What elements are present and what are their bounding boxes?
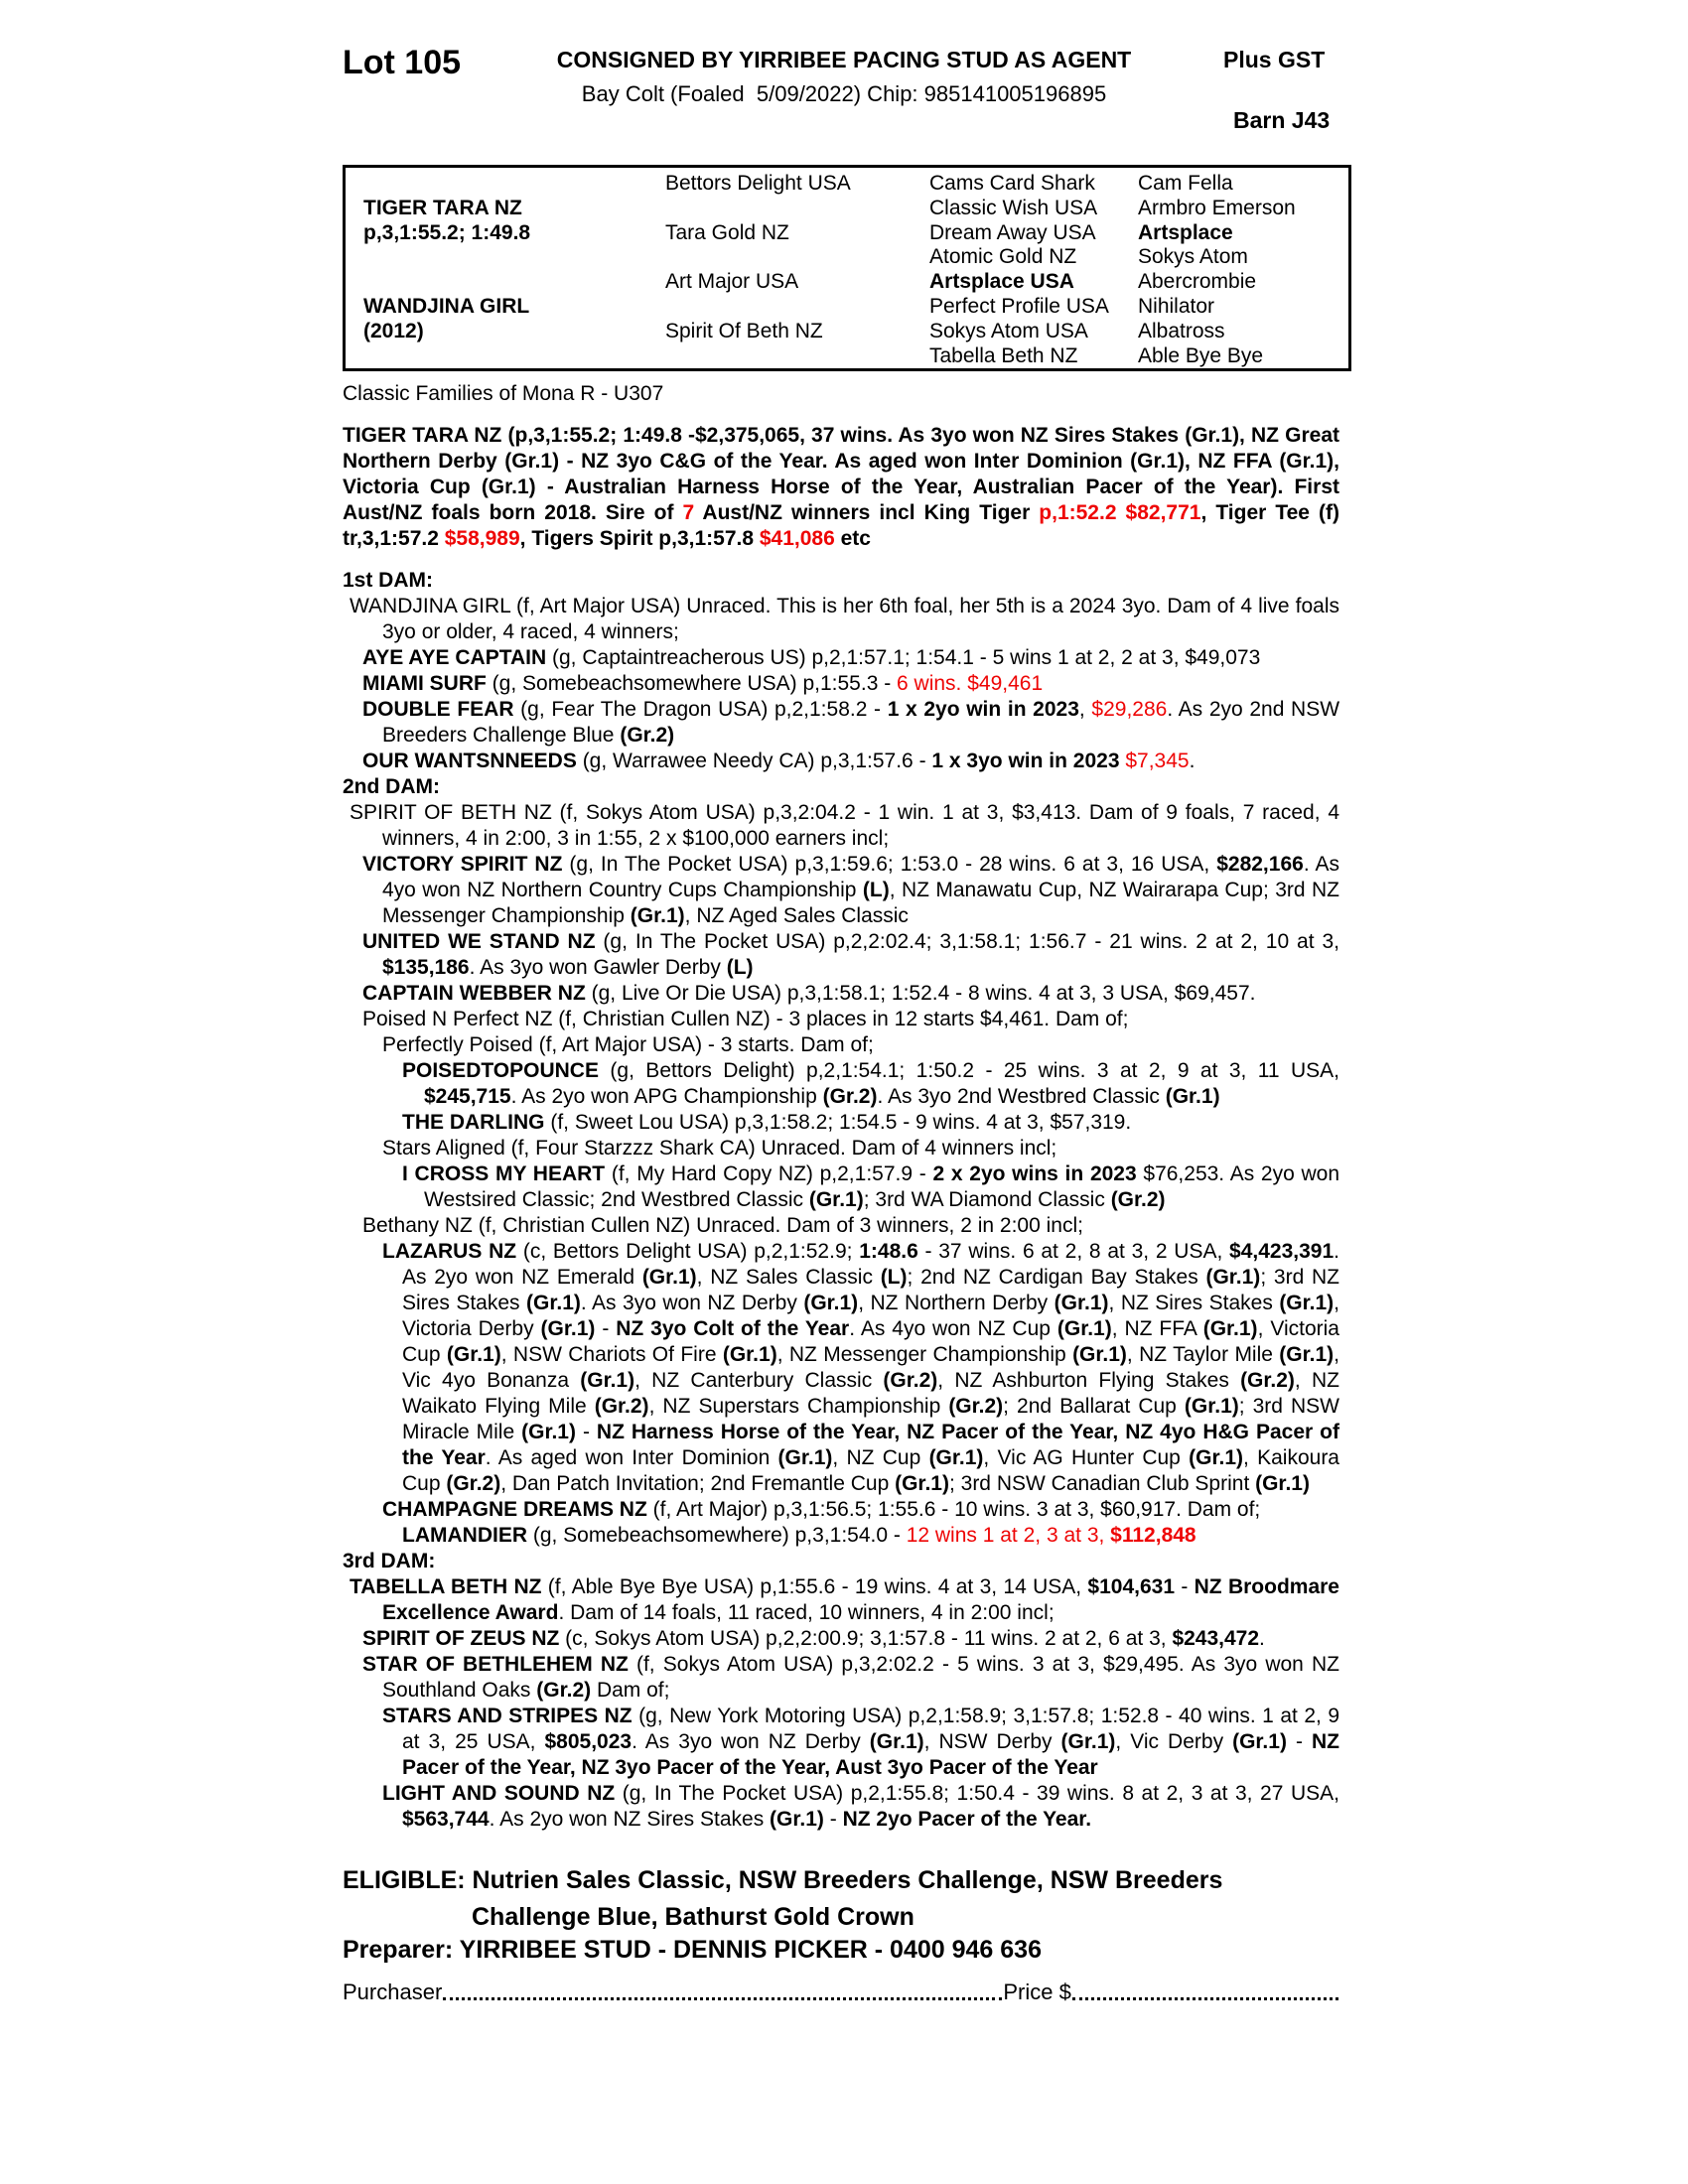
pedigree-paragraph: OUR WANTSNNEEDS (g, Warrawee Needy CA) p,3,1:57.6 - 1 x 3yo win in 2023 $7,345. <box>362 750 1196 772</box>
pedigree-paragraph: UNITED WE STAND NZ (g, In The Pocket USA) p,2,2:02.4; 3,1:58.1; 1:56.7 - 21 wins. 2 at 2, 10 at 3, $135,186. As 3yo won Gawler Derby (L) <box>362 930 1339 979</box>
purchaser-price-line <box>343 1979 1339 2005</box>
pedigree-paragraph: LIGHT AND SOUND NZ (g, In The Pocket USA) p,2,1:55.8; 1:50.4 - 39 wins. 8 at 2, 3 at 3, 27 USA, $563,744. As 2yo won NZ Sires Stakes (Gr.1) - NZ 2yo Pacer of the Year. <box>382 1782 1339 1831</box>
eligibility-block <box>343 1862 1345 1936</box>
plus-gst-label: Plus GST <box>1223 47 1326 72</box>
gen3-ancestor: Cams Card Shark <box>929 172 1095 195</box>
sire-name: TIGER TARA NZ <box>363 196 522 219</box>
lot-number: Lot 105 <box>343 44 462 81</box>
purchaser-label: Purchaser <box>343 1979 443 2004</box>
pedigree-paragraph: AYE AYE CAPTAIN (g, Captaintreacherous US) p,2,1:57.1; 1:54.1 - 5 wins 1 at 2, 2 at 3, $49,073 <box>362 646 1261 669</box>
gen3-ancestor: Artsplace USA <box>929 270 1074 294</box>
pedigree-paragraph: THE DARLING (f, Sweet Lou USA) p,3,1:58.2; 1:54.5 - 9 wins. 4 at 3, $57,319. <box>402 1111 1132 1134</box>
gen2-ancestor: Spirit Of Beth NZ <box>665 319 823 342</box>
pedigree-paragraph: Classic Families of Mona R - U307 <box>343 382 664 405</box>
pedigree-paragraph: 1st DAM: <box>343 569 434 592</box>
gen4-ancestor: Able Bye Bye <box>1138 343 1264 367</box>
gen4-ancestor: Sokys Atom <box>1138 245 1248 269</box>
gen3-ancestor: Classic Wish USA <box>929 196 1098 219</box>
pedigree-paragraph: STARS AND STRIPES NZ (g, New York Motoring USA) p,2,1:58.9; 3,1:57.8; 1:52.8 - 40 wins. 1 at 2, 9 at 3, 25 USA, $805,023. As 3yo won NZ Derby (Gr.1), NSW Derby (Gr.1), Vic Derby (Gr.1) - NZ Pacer of the Year, NZ 3yo Pacer of the Year, Aust 3yo Pacer of the Year <box>382 1705 1340 1779</box>
pedigree-paragraph: LAZARUS NZ (c, Bettors Delight USA) p,2,1:52.9; 1:48.6 - 37 wins. 6 at 2, 8 at 3, 2 USA, $4,423,391. As 2yo won NZ Emerald (Gr.1), NZ Sales Classic (L); 2nd NZ Cardigan Bay Stakes (Gr.1); 3rd NZ Sires Stakes (Gr.1). As 3yo won NZ Derby (Gr.1), NZ Northern Derby (Gr.1), NZ Sires Stakes (Gr.1), Victoria Derby (Gr.1) - NZ 3yo Colt of the Year. As 4yo won NZ Cup (Gr.1), NZ FFA (Gr.1), Victoria Cup (Gr.1), NSW Chariots Of Fire (Gr.1), NZ Messenger Championship (Gr.1), NZ Taylor Mile (Gr.1), Vic 4yo Bonanza (Gr.1), NZ Canterbury Classic (Gr.2), NZ Ashburton Flying Stakes (Gr.2), NZ Waikato Flying Mile (Gr.2), NZ Superstars Championship (Gr.2); 2nd Ballarat Cup (Gr.1); 3rd NSW Miracle Mile (Gr.1) - NZ Harness Horse of the Year, NZ Pacer of the Year, NZ 4yo H&G Pacer of the Year. As aged won Inter Dominion (Gr.1), NZ Cup (Gr.1), Vic AG Hunter Cup (Gr.1), Kaikoura Cup (Gr.2), Dan Patch Invitation; 2nd Fremantle Cup (Gr.1); 3rd NSW Canadian Club Sprint (Gr.1) <box>382 1240 1340 1495</box>
barn-label: Barn J43 <box>1233 107 1331 133</box>
consignor-line: CONSIGNED BY YIRRIBEE PACING STUD AS AGENT <box>556 47 1132 72</box>
gen4-ancestor: Cam Fella <box>1138 172 1233 195</box>
horse-description: Bay Colt (Foaled 5/09/2022) Chip: 985141005196895 <box>581 81 1107 106</box>
pedigree-paragraph: LAMANDIER (g, Somebeachsomewhere) p,3,1:54.0 - 12 wins 1 at 2, 3 at 3, $112,848 <box>402 1524 1196 1547</box>
gen2-ancestor: Bettors Delight USA <box>665 172 851 195</box>
pedigree-paragraph: DOUBLE FEAR (g, Fear The Dragon USA) p,2,1:58.2 - 1 x 2yo win in 2023, $29,286. As 2yo 2nd NSW Breeders Challenge Blue (Gr.2) <box>362 698 1340 747</box>
pedigree-paragraph: CAPTAIN WEBBER NZ (g, Live Or Die USA) p,3,1:58.1; 1:52.4 - 8 wins. 4 at 3, 3 USA, $69,457. <box>362 982 1256 1005</box>
pedigree-paragraph: STAR OF BETHLEHEM NZ (f, Sokys Atom USA) p,3,2:02.2 - 5 wins. 3 at 3, $29,495. As 3yo won NZ Southland Oaks (Gr.2) Dam of; <box>362 1653 1339 1702</box>
price-label: Price $ <box>1003 1979 1071 2004</box>
dam-block <box>363 295 529 344</box>
pedigree-paragraph: WANDJINA GIRL (f, Art Major USA) Unraced. This is her 6th foal, her 5th is a 2024 3yo. Dam of 4 live foals 3yo or older, 4 raced, 4 winners; <box>350 595 1339 643</box>
dam-name: WANDJINA GIRL <box>363 295 530 318</box>
pedigree-paragraph: VICTORY SPIRIT NZ (g, In The Pocket USA) p,3,1:59.6; 1:53.0 - 28 wins. 6 at 3, 16 USA, $282,166. As 4yo won NZ Northern Country Cups Championship (L), NZ Manawatu Cup, NZ Wairarapa Cup; 3rd NZ Messenger Championship (Gr.1), NZ Aged Sales Classic <box>362 853 1339 927</box>
pedigree-paragraph: SPIRIT OF ZEUS NZ (c, Sokys Atom USA) p,2,2:00.9; 3,1:57.8 - 11 wins. 2 at 2, 6 at 3, $243,472. <box>362 1627 1265 1650</box>
pedigree-paragraph: MIAMI SURF (g, Somebeachsomewhere USA) p,1:55.3 - 6 wins. $49,461 <box>362 672 1044 695</box>
pedigree-paragraph: Bethany NZ (f, Christian Cullen NZ) Unraced. Dam of 3 winners, 2 in 2:00 incl; <box>362 1214 1083 1237</box>
pedigree-paragraph: SPIRIT OF BETH NZ (f, Sokys Atom USA) p,3,2:04.2 - 1 win. 1 at 3, $3,413. Dam of 9 foals, 7 raced, 4 winners, 4 in 2:00, 3 in 1:55, 2 x $100,000 earners incl; <box>350 801 1339 850</box>
pedigree-paragraph: I CROSS MY HEART (f, My Hard Copy NZ) p,2,1:57.9 - 2 x 2yo wins in 2023 $76,253. As 2yo won Westsired Classic; 2nd Westbred Classic (Gr.1); 3rd WA Diamond Classic (Gr.2) <box>402 1162 1340 1211</box>
gen4-ancestor: Armbro Emerson <box>1138 196 1296 219</box>
purchaser-blank-leader <box>443 1997 1002 2000</box>
gen4-ancestor: Nihilator <box>1138 295 1215 318</box>
dam-year: (2012) <box>363 319 424 342</box>
pedigree-paragraph: 2nd DAM: <box>343 775 440 798</box>
gen3-ancestor: Perfect Profile USA <box>929 295 1109 318</box>
pedigree-paragraph: Stars Aligned (f, Four Starzzz Shark CA) Unraced. Dam of 4 winners incl; <box>382 1137 1057 1160</box>
pedigree-paragraph: Perfectly Poised (f, Art Major USA) - 3 starts. Dam of; <box>382 1033 874 1056</box>
eligibility-line2: Challenge Blue, Bathurst Gold Crown <box>472 1903 914 1931</box>
header-center <box>457 47 1231 107</box>
sire-block <box>363 197 530 246</box>
pedigree-paragraph: CHAMPAGNE DREAMS NZ (f, Art Major) p,3,1:56.5; 1:55.6 - 10 wins. 3 at 3, $60,917. Dam of; <box>382 1498 1261 1521</box>
pedigree-text <box>343 381 1339 1833</box>
pedigree-paragraph: 3rd DAM: <box>343 1550 436 1572</box>
gen3-ancestor: Atomic Gold NZ <box>929 245 1077 269</box>
eligibility-line1: ELIGIBLE: Nutrien Sales Classic, NSW Breeders Challenge, NSW Breeders <box>343 1866 1223 1894</box>
preparer-line: Preparer: YIRRIBEE STUD - DENNIS PICKER - 0400 946 636 <box>343 1936 1042 1964</box>
price-blank-leader <box>1072 1997 1338 2000</box>
gen3-ancestor: Dream Away USA <box>929 220 1096 244</box>
gen2-ancestor: Tara Gold NZ <box>665 220 789 244</box>
pedigree-table <box>343 165 1351 371</box>
pedigree-paragraph: POISEDTOPOUNCE (g, Bettors Delight) p,2,1:54.1; 1:50.2 - 25 wins. 3 at 2, 9 at 3, 11 USA, $245,715. As 2yo won APG Championship (Gr.2). As 3yo 2nd Westbred Classic (Gr.1) <box>402 1059 1339 1108</box>
gen4-ancestor: Artsplace <box>1138 220 1233 244</box>
pedigree-paragraph: Poised N Perfect NZ (f, Christian Cullen NZ) - 3 places in 12 starts $4,461. Dam of; <box>362 1008 1129 1030</box>
pedigree-paragraph: TABELLA BETH NZ (f, Able Bye Bye USA) p,1:55.6 - 19 wins. 4 at 3, 14 USA, $104,631 - NZ Broodmare Excellence Award. Dam of 14 foals, 11 raced, 10 winners, 4 in 2:00 incl; <box>350 1575 1339 1624</box>
gen4-ancestor: Abercrombie <box>1138 270 1257 294</box>
gen3-ancestor: Sokys Atom USA <box>929 319 1088 342</box>
gen3-ancestor: Tabella Beth NZ <box>929 343 1078 367</box>
gen4-ancestor: Albatross <box>1138 319 1225 342</box>
pedigree-paragraph: TIGER TARA NZ (p,3,1:55.2; 1:49.8 -$2,375,065, 37 wins. As 3yo won NZ Sires Stakes (Gr.1), NZ Great Northern Derby (Gr.1) - NZ 3yo C&G of the Year. As aged won Inter Dominion (Gr.1), NZ FFA (Gr.1), Victoria Cup (Gr.1) - Australian Harness Horse of the Year, Australian Pacer of the Year). First Aust/NZ foals born 2018. Sire of 7 Aust/NZ winners incl King Tiger p,1:52.2 $82,771, Tiger Tee (f) tr,3,1:57.2 $58,989, Tigers Spirit p,3,1:57.8 $41,086 etc <box>343 424 1339 550</box>
gen2-ancestor: Art Major USA <box>665 270 799 294</box>
sire-record: p,3,1:55.2; 1:49.8 <box>363 220 531 244</box>
